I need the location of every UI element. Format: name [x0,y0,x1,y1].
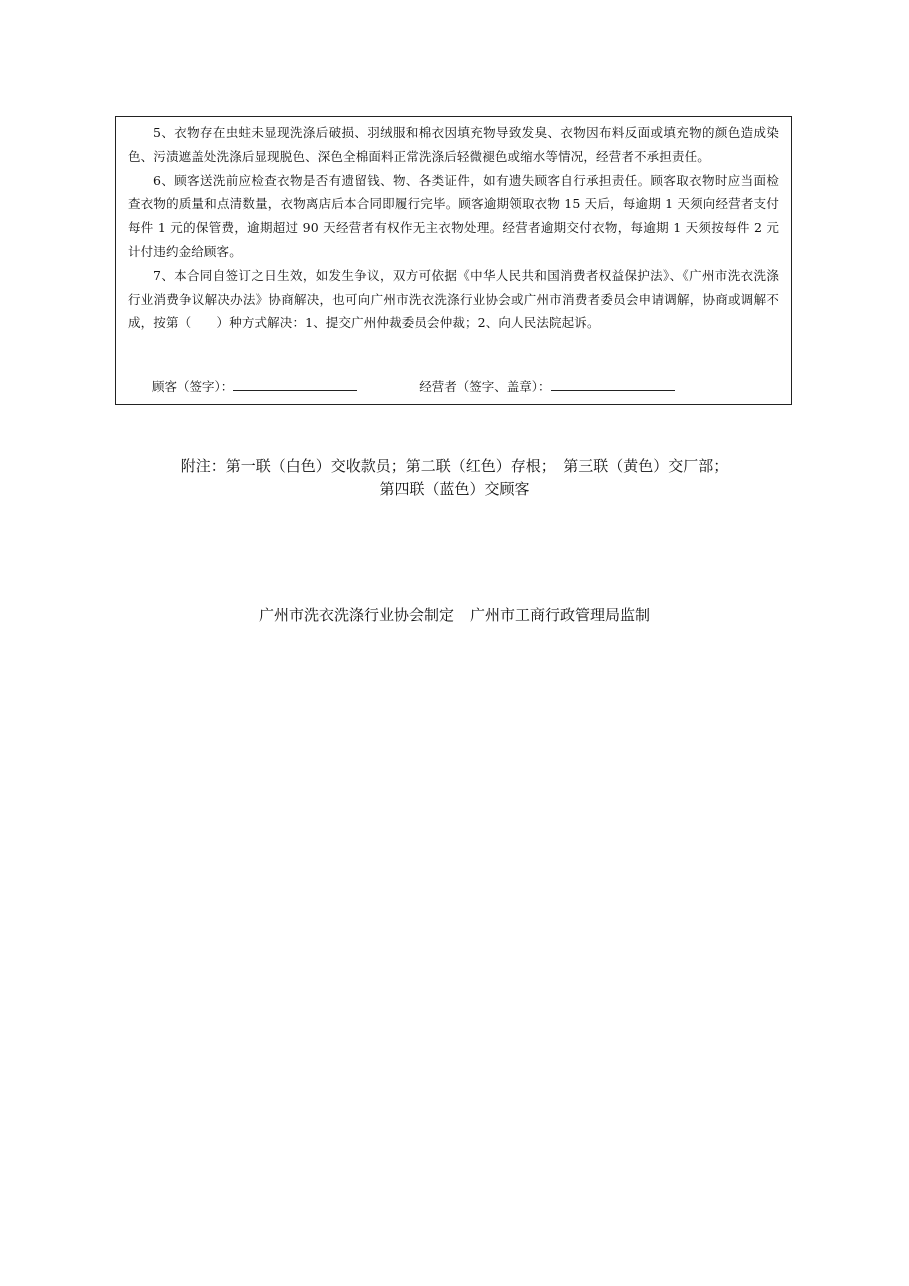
clause-6: 6、顾客送洗前应检查衣物是否有遗留钱、物、各类证件，如有遗失顾客自行承担责任。顾客取衣物时应当面检查衣物的质量和点清数量，衣物离店后本合同即履行完毕。顾客逾期领取衣物 15 天后，每逾期 1 天须向经营者支付每件 1 元的保管费，逾期超过 90 天经营者有权作无主衣物处理。经营者逾期交付衣物，每逾期 1 天须按每件 2 元计付违约金给顾客。 [128,172,779,259]
clause-5: 5、衣物存在虫蛀未显现洗涤后破损、羽绒服和棉衣因填充物导致发臭、衣物因布料反面或填充物的颜色造成染色、污渍遮盖处洗涤后显现脱色、深色全棉面料正常洗涤后轻微褪色或缩水等情况，经营者不承担责任。 [128,125,779,164]
customer-signature [152,379,357,395]
issuer-supervisor: 广州市工商行政管理局监制 [470,606,651,624]
signature-row [152,379,675,395]
operator-signature-line [551,379,675,391]
issuer-maker: 广州市洗衣洗涤行业协会制定 [258,606,454,624]
customer-signature-label: 顾客（签字）： [152,379,234,394]
note-line-2: 第四联（蓝色）交顾客 [379,480,530,498]
operator-signature-label: 经营者（签字、盖章）： [419,379,551,394]
clause-7: 7、本合同自签订之日生效，如发生争议，双方可依据《中华人民共和国消费者权益保护法》、《广州市洗衣洗涤行业消费争议解决办法》协商解决，也可向广州市洗衣洗涤行业协会或广州市消费者委员会申请调解，协商或调解不成，按第（ ）种方式解决：1、提交广州仲裁委员会仲裁；2、向人民法院起诉。 [128,267,779,331]
contract-terms-box [115,116,792,405]
operator-signature [419,379,674,395]
note-line-1: 附注：第一联（白色）交收款员；第二联（红色）存根； 第三联（黄色）交厂部； [180,457,729,475]
copy-distribution-note [0,455,909,501]
issuer-line [0,604,909,626]
customer-signature-line [233,379,357,391]
